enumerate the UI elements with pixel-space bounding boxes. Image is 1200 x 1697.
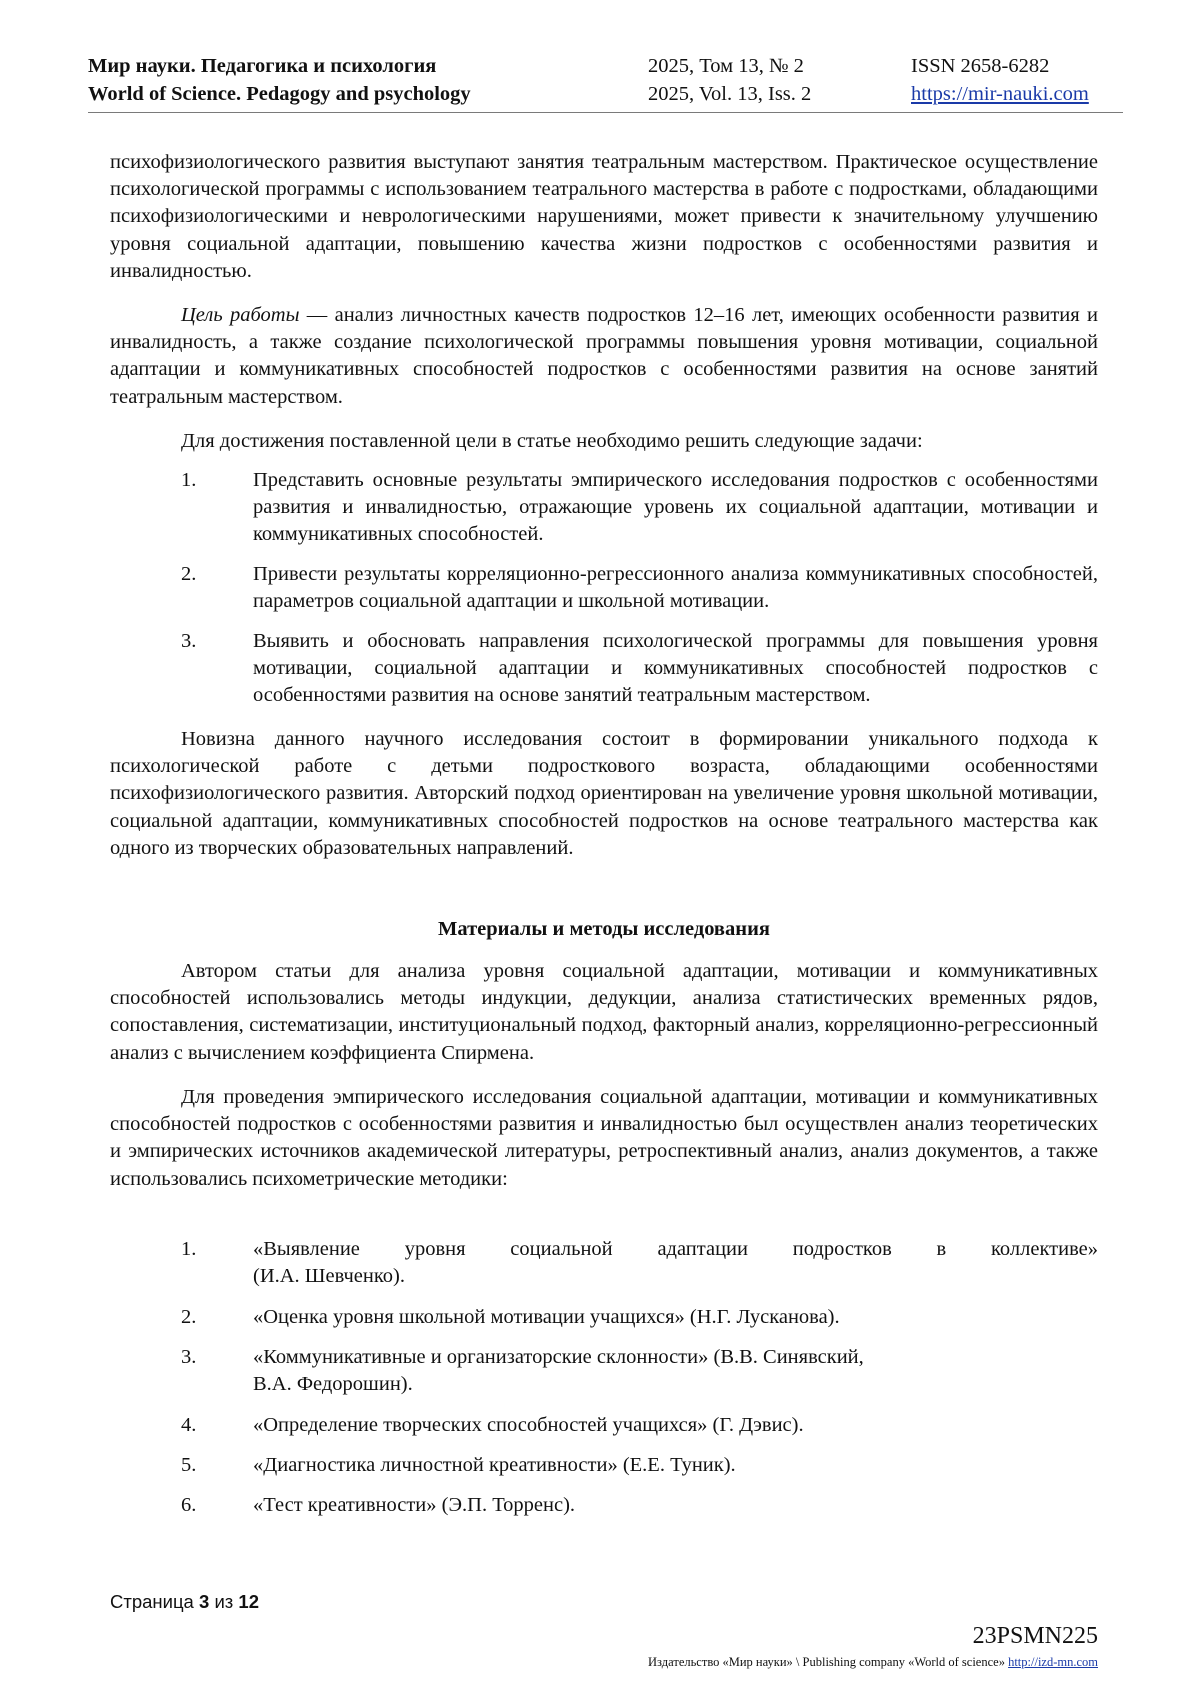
section-heading-methods: Материалы и методы исследования xyxy=(438,918,770,940)
list-item-number: 1. xyxy=(181,469,197,491)
methods-paragraph-1 xyxy=(110,958,1098,1067)
journal-header xyxy=(88,48,1123,110)
goal-text xyxy=(110,302,1098,411)
goal-body: — анализ личностных качеств подростков 12–16 лет, имеющих особенности развития и инвалидность, а также создание психологической программы повышения уровня мотивации, социальной адаптации и коммуникативных способностей подростков с особенностями развития на основе занятий театральным мастерством. xyxy=(110,304,1099,408)
list-item-number: 2. xyxy=(181,563,197,585)
journal-title-en: World of Science. Pedagogy and psychology xyxy=(88,83,471,105)
list-item-number: 3. xyxy=(181,630,197,652)
issue-ru: 2025, Том 13, № 2 xyxy=(648,55,804,77)
tasks-intro: Для достижения поставленной цели в статье необходимо решить следующие задачи: xyxy=(181,430,923,452)
page-word: Страница xyxy=(110,1591,194,1612)
list-item-text: Представить основные результаты эмпирического исследования подростков с особенностями развития и инвалидностью, отражающие уровень их социальной адаптации, мотивации и коммуникативных способностей. xyxy=(253,469,1098,546)
page-current: 3 xyxy=(199,1591,210,1612)
list-item-text: Привести результаты корреляционно-регрессионного анализа коммуникативных способностей, параметров социальной адаптации и школьной мотивации. xyxy=(253,563,1098,613)
goal-label: Цель работы xyxy=(181,304,300,326)
novelty-text: Новизна данного научного исследования состоит в формировании уникального подхода к психологической работе с детьми подросткового возраста, обладающими особенностями психофизиологического развития. Авторский подход ориентирован на увеличение уровня школьной мотивации, социальной адаптации, коммуникативных способностей подростков на основе театрального мастерства как одного из творческих образовательных направлений. xyxy=(110,728,1098,859)
publisher-text: Издательство «Мир науки» \ Publishing company «World of science» xyxy=(648,1655,1009,1669)
list-item-number: 6. xyxy=(181,1494,197,1516)
list-item-text: «Оценка уровня школьной мотивации учащихся» (Н.Г. Лусканова). xyxy=(253,1306,840,1328)
list-item-text-cont: В.А. Федорошин). xyxy=(253,1373,413,1396)
list-item-text: «Определение творческих способностей учащихся» (Г. Дэвис). xyxy=(253,1414,804,1436)
list-item-text: «Диагностика личностной креативности» (Е.Е. Туник). xyxy=(253,1454,736,1476)
list-item-number: 3. xyxy=(181,1346,197,1368)
list-item-text: «Выявление уровня социальной адаптации подростков в коллективе» xyxy=(253,1238,1098,1260)
list-item-number: 2. xyxy=(181,1306,197,1328)
list-item-text: Выявить и обосновать направления психологической программы для повышения уровня мотивации, социальной адаптации и коммуникативных способностей подростков с особенностями развития на основе занятий театральным мастерством. xyxy=(253,630,1098,707)
page-of: из xyxy=(214,1591,234,1612)
list-item-text-cont: (И.А. Шевченко). xyxy=(253,1265,405,1288)
tasks-intro-paragraph xyxy=(110,428,1098,455)
list-item-number: 5. xyxy=(181,1454,197,1476)
methods-text-2: Для проведения эмпирического исследования социальной адаптации, мотивации и коммуникативных способностей подростков с особенностями развития и инвалидностью был осуществлен анализ теоретических и эмпирических источников академической литературы, ретроспективный анализ, анализ документов, а также использовались психометрические методики: xyxy=(110,1086,1098,1190)
list-item-text: «Коммуникативные и организаторские склонности» (В.В. Синявский, xyxy=(253,1346,864,1368)
journal-url-link[interactable]: https://mir-nauki.com xyxy=(911,83,1089,105)
methods-text-1: Автором статьи для анализа уровня социальной адаптации, мотивации и коммуникативных способностей использовались методы индукции, дедукции, анализа статистических временных рядов, сопоставления, систематизации, институциональный подход, факторный анализ, корреляционно-регрессионный анализ с вычислением коэффициента Спирмена. xyxy=(110,960,1098,1064)
list-item-number: 4. xyxy=(181,1414,197,1436)
page-total: 12 xyxy=(238,1591,259,1612)
publisher-link[interactable]: http://izd-mn.com xyxy=(1008,1655,1098,1669)
header-divider xyxy=(88,112,1123,113)
goal-paragraph xyxy=(110,302,1098,411)
publisher-line xyxy=(648,1654,1098,1670)
novelty-paragraph xyxy=(110,726,1098,862)
issue-en: 2025, Vol. 13, Iss. 2 xyxy=(648,83,812,105)
list-item-number: 1. xyxy=(181,1238,197,1260)
article-code: 23PSMN225 xyxy=(972,1623,1098,1649)
page-number xyxy=(110,1590,259,1614)
issn: ISSN 2658-6282 xyxy=(911,55,1050,77)
journal-title-ru: Мир науки. Педагогика и психология xyxy=(88,55,437,77)
intro-paragraph xyxy=(110,149,1098,285)
methods-paragraph-2 xyxy=(110,1084,1098,1193)
intro-text: психофизиологического развития выступают занятия театральным мастерством. Практическое осуществление психологической программы с использованием театрального мастерства в работе с подростками, обладающими психофизиологическими и неврологическими нарушениями, может привести к значительному улучшению уровня социальной адаптации, повышению качества жизни подростков с особенностями развития и инвалидностью. xyxy=(110,151,1098,282)
list-item-text: «Тест креативности» (Э.П. Торренс). xyxy=(253,1494,576,1516)
